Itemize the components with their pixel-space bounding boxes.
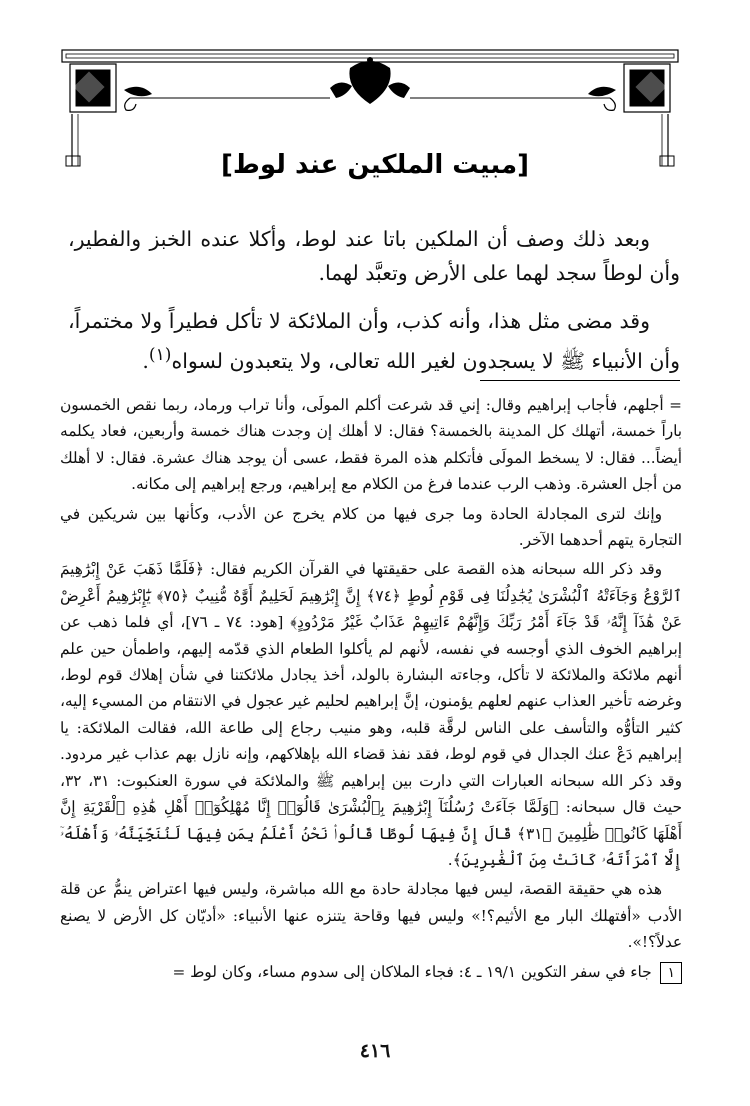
footnotes (60, 392, 682, 988)
page-number: ٤١٦ (359, 1040, 391, 1062)
footnote-text: جاء في سفر التكوين ١٩/١ ـ ٤: فجاء الملاكان إلى سدوم مساء، وكان لوط = (172, 962, 652, 981)
footnote-number: ١ (660, 962, 682, 984)
chapter-title: [مبيت الملكين عند لوط] (220, 150, 530, 180)
main-paragraph: وقد مضى مثل هذا، وأنه كذب، وأن الملائكة لا تأكل فطيراً ولا مختمراً، وأن الأنبياء ﷺ لا يسجدون لغير الله تعالى، ولا يتعبدون لسواه$^{(١)}$. (68, 309, 680, 373)
footnote-paragraph: وقد ذكر الله سبحانه هذه القصة على حقيقتها في القرآن الكريم فقال: ﴿فَلَمَّا ذَهَبَ عَنْ إِبْرَٰهِيمَ ٱلرَّوْعُ وَجَآءَتْهُ ٱلْبُشْرَىٰ يُجَٰدِلُنَا فِى قَوْمِ لُوطٍ ﴿٧٤﴾ إِنَّ إِبْرَٰهِيمَ لَحَلِيمٌ أَوَّٰهٌ مُّنِيبٌ ﴿٧٥﴾ يَٰٓإِبْرَٰهِيمُ أَعْرِضْ عَنْ هَٰذَآ إِنَّهُۥ قَدْ جَآءَ أَمْرُ رَبِّكَ وَإِنَّهُمْ ءَاتِيهِمْ عَذَابٌ غَيْرُ مَرْدُودٍ﴾ [هود: ٧٤ ـ ٧٦]، أي فلما ذهب عن إبراهيم الخوف الذي أوجسه في نفسه، لأنهم لم يأكلوا الطعام الذي قدّمه إليهم، واطمأن حين علم أنهم ملائكة والملائكة لا تأكل، وجاءته البشارة بالولد، أخذ يجادل ملائكتنا في شأن إهلاك قوم لوط، وغرضه تأخير العذاب عنهم لعلهم يؤمنون، إنَّ إبراهيم لحليم غير عجول في الانتقام من المسيء إليه، كثير التأوُّه والتأسف على الناس لرقَّة قلبه، وهو منيب رجاع إلى طاعة الله، فقالت الملائكة: يا إبراهيم دَعْ عنك الجدال في قوم لوط، فقد نفذ قضاء الله بإهلاكهم، وإنه نازل بهم عذاب غير مردود. وقد ذكر الله سبحانه العبارات التي دارت بين إبراهيم ﷺ والملائكة في سورة العنكبوت: ٣١، ٣٢، حيث قال سبحانه: ﴿وَلَمَّا جَآءَتْ رُسُلُنَآ إِبْرَٰهِيمَ بِٱلْبُشْرَىٰ قَالُوٓا۟ إِنَّا مُهْلِكُوٓا۟ أَهْلِ هَٰذِهِ ٱلْقَرْيَةِ إِنَّ أَهْلَهَا كَانُوا۟ ظَٰلِمِينَ ﴿٣١﴾ قَالَ إِنَّ فِيهَا لُوطًا قَالُوا۟ نَحْنُ أَعْلَمُ بِمَن فِيهَا لَنُنَجِّيَنَّهُۥ وَأَهْلَهُۥٓ إِلَّا ٱمْرَأَتَهُۥ كَانَتْ مِنَ ٱلْغَٰبِرِينَ﴾. (60, 560, 683, 869)
main-text (68, 222, 680, 392)
footnote-separator (68, 372, 680, 390)
footnote-continued: = أجلهم، فأجاب إبراهيم وقال: إني قد شرعت أكلم المولَى، وأنا تراب ورماد، ربما نقص الخمسون باراً خمسة، أتهلك كل المدينة بالخمسة؟ فقال: لا أهلك إن وجدت هناك خمسة وأربعين، فعاد يكلمه أيضاً... فقال: لا يسخط المولَى فأتكلم هذه المرة فقط، عسى أن يوجد هناك عشرة. فقال: لا أهلك من أجل العشرة. وذهب الرب عندما فرغ من الكلام مع إبراهيم، ورجع إبراهيم إلى مكانه. (60, 396, 682, 494)
main-paragraph-text: وقد مضى مثل هذا، وأنه كذب، وأن الملائكة لا تأكل فطيراً ولا مختمراً، وأن الأنبياء ﷺ لا يسجدون لغير الله تعالى، ولا يتعبدون لسواه (68, 309, 680, 373)
footnote-1 (60, 959, 682, 985)
footnote-paragraph: هذه هي حقيقة القصة، ليس فيها مجادلة حادة مع الله مباشرة، وليس فيها اعتراض ينمُّ عن قلة الأدب «أفتهلك البار مع الأثيم؟!» وليس فيها وقاحة يتنزه عنها الأنبياء: «أديّان كل الأرض لا يصنع عدلاً؟!». (60, 880, 682, 952)
main-paragraph: وبعد ذلك وصف أن الملكين باتا عند لوط، وأكلا عنده الخبز والفطير، وأن لوطاً سجد لهما على الأرض وتعبَّد لهما. (68, 227, 680, 285)
footnote-paragraph: وإنك لترى المجادلة الحادة وما جرى فيها من كلام يخرج عن الأدب، وكأنها بين شريكين في التجارة يتهم أحدهما الآخر. (60, 504, 682, 550)
footnote-reference: (١) (148, 345, 172, 365)
